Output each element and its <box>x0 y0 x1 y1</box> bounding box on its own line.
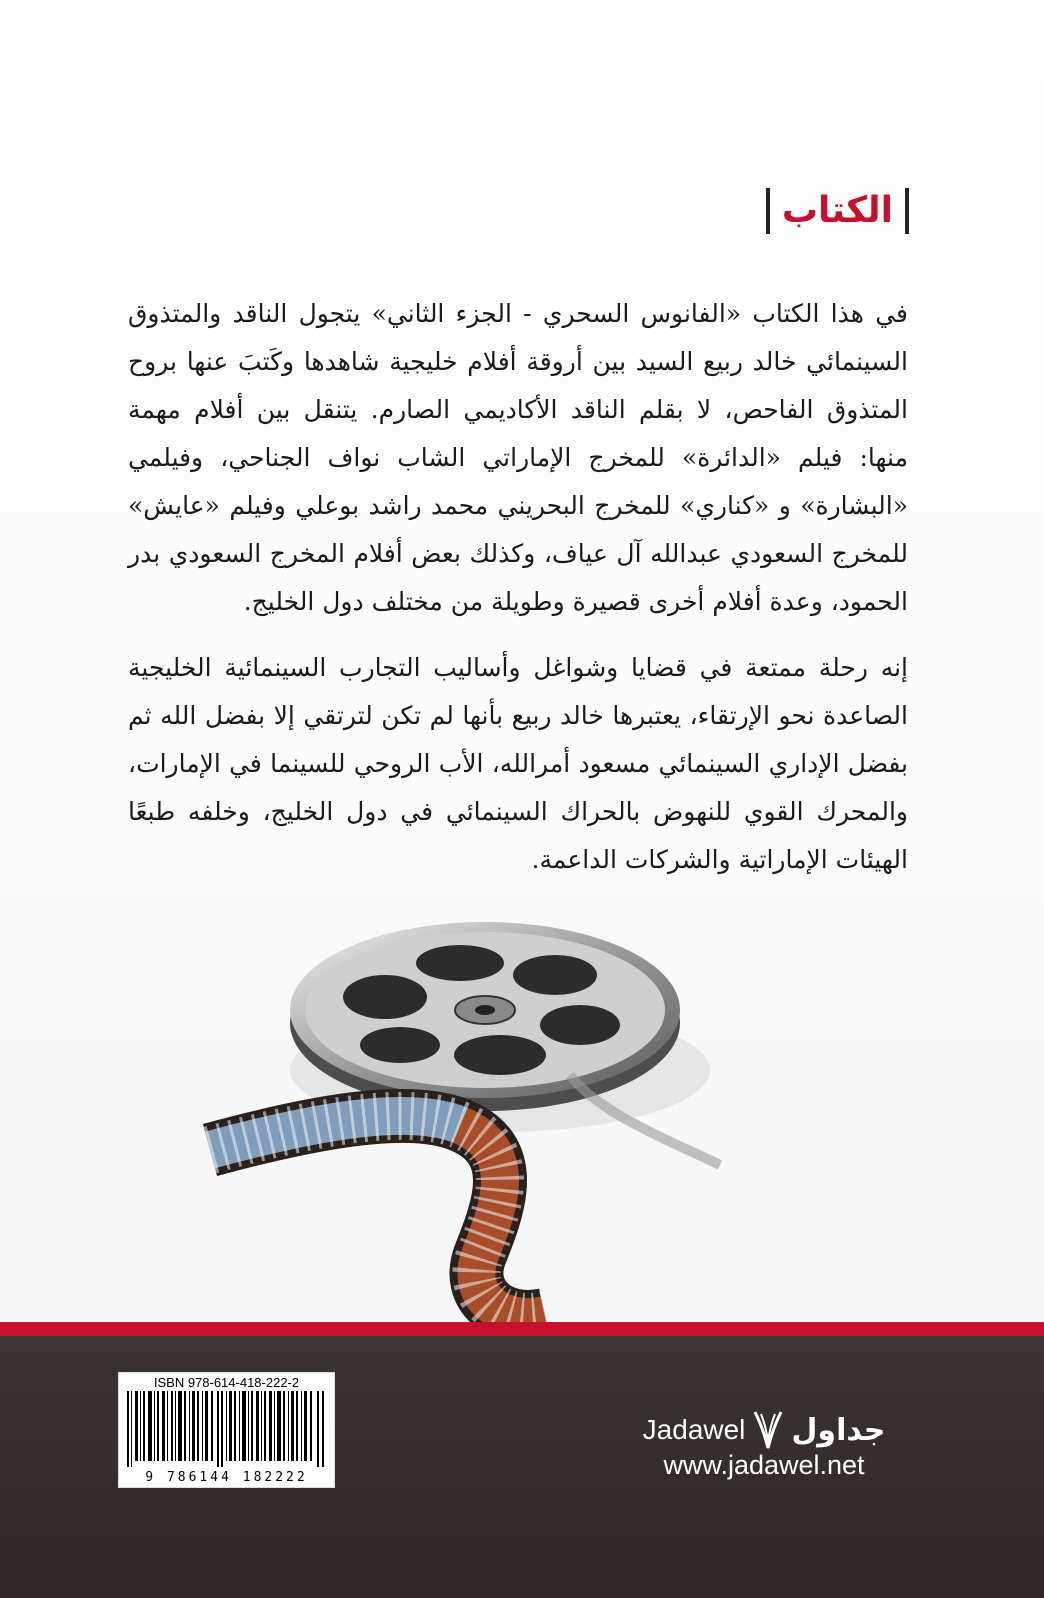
heading-divider-right <box>905 188 909 234</box>
barcode-digits: 9 786144 182222 <box>145 1470 308 1485</box>
publisher-block <box>634 1410 894 1481</box>
publisher-name-latin: Jadawel <box>642 1414 746 1445</box>
barcode-icon <box>127 1391 327 1467</box>
publisher-name-arabic: جداول <box>791 1412 886 1448</box>
isbn-barcode <box>118 1372 335 1488</box>
accent-stripe <box>0 1322 1044 1336</box>
section-heading <box>766 188 909 234</box>
heading-divider-left <box>766 188 770 234</box>
description-paragraph-1: في هذا الكتاب «الفانوس السحري - الجزء الثاني» يتجول الناقد والمتذوق السينمائي خالد ربيع السيد بين أروقة أفلام خليجية شاهدها وكَتبَ عنها بروح المتذوق الفاحص، لا بقلم الناقد الأكاديمي الصارم. يتنقل بين أفلام مهمة منها: فيلم «الدائرة» للمخرج الإماراتي الشاب نواف الجناحي، وفيلمي «البشارة» و «كناري» للمخرج البحريني محمد راشد بوعلي وفيلم «عايش» للمخرج السعودي عبدالله آل عياف، وكذلك بعض أفلام المخرج السعودي بدر الحمود، وعدة أفلام أخرى قصيرة وطويلة من مختلف دول الخليج. <box>128 299 908 616</box>
publisher-logo <box>634 1410 894 1450</box>
isbn-label: ISBN 978-614-418-222-2 <box>153 1375 300 1390</box>
jadawel-logo-icon <box>751 1410 785 1450</box>
publisher-website: www.jadawel.net <box>663 1450 865 1480</box>
description-paragraph-2: إنه رحلة ممتعة في قضايا وشواغل وأساليب التجارب السينمائية الخليجية الصاعدة نحو الإرتقاء، يعتبرها خالد ربيع بأنها لم تكن لترتقي إلا بفضل الله ثم بفضل الإداري السينمائي مسعود أمرالله، الأب الروحي للسينما في الإمارات، والمحرك القوي للنهوض بالحراك السينمائي في دول الخليج، وخلفه طبعًا الهيئات الإماراتية والشركات الداعمة. <box>128 653 908 874</box>
heading-title: الكتاب <box>781 190 893 231</box>
book-description <box>128 290 908 902</box>
film-reel-icon <box>200 905 760 1335</box>
